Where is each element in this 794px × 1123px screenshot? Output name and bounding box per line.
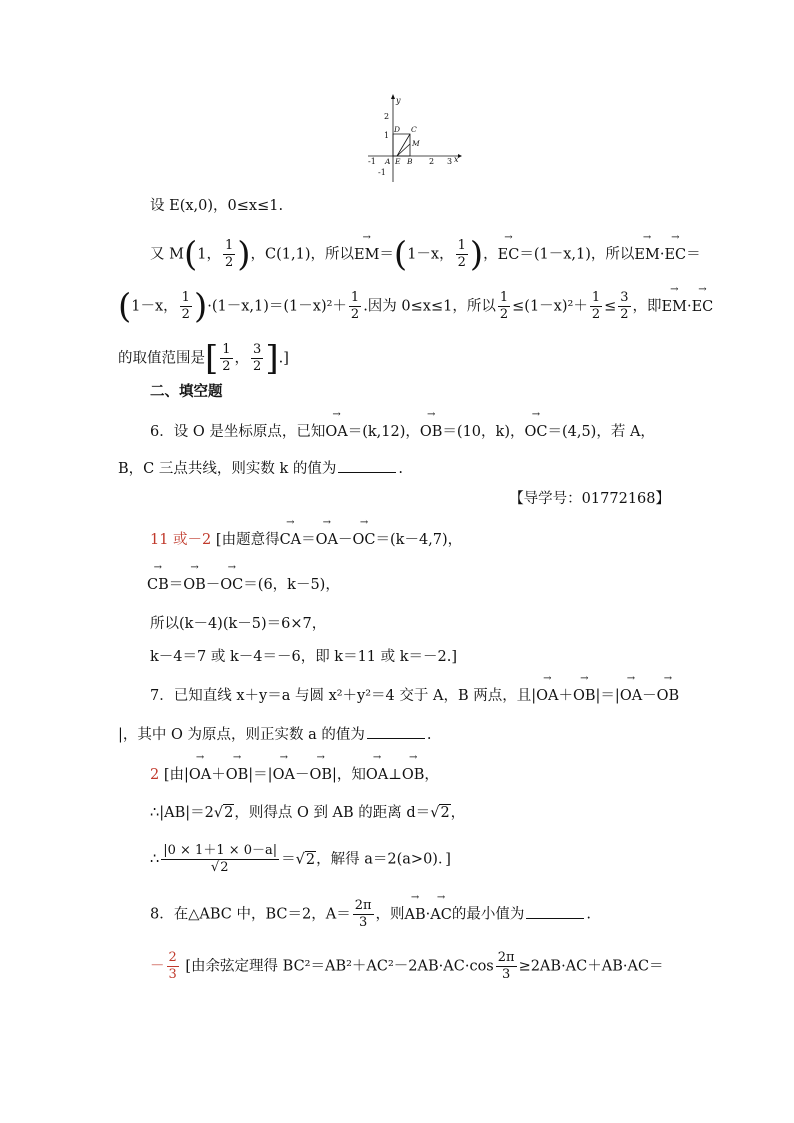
den: 2: [253, 359, 262, 374]
t: ＝(k,12)，: [347, 424, 420, 440]
a7-line1: [150, 765, 439, 785]
num: 1: [457, 238, 466, 253]
vector-oa: → OA: [536, 686, 558, 706]
num: 1: [222, 342, 231, 357]
t: .因为 0≤x≤1，所以: [363, 298, 496, 315]
point-label-e: E: [395, 157, 401, 166]
sol5-line4: [118, 338, 289, 379]
paren-right: ): [193, 286, 208, 327]
fraction-half: [180, 290, 192, 323]
t: ＝(10，k)，: [442, 424, 525, 440]
den: 3: [502, 967, 511, 982]
t: ，即: [632, 298, 662, 315]
t: ⊥: [388, 767, 402, 783]
t: |＝|: [248, 767, 273, 783]
a7-line3: [150, 843, 451, 876]
answer-value: 2: [150, 767, 160, 783]
num: 1: [499, 290, 509, 305]
sqrt-radicand: 2: [224, 805, 234, 821]
den: 2: [181, 307, 190, 322]
vector-ob: → OB: [573, 686, 596, 706]
t: ≥2AB·AC＋AB·AC＝: [518, 958, 664, 975]
fraction-half: [498, 290, 510, 323]
t: 6．设 O 是坐标原点，已知: [150, 424, 326, 440]
answer-blank: [338, 472, 396, 473]
sol5-line2: [150, 234, 701, 275]
vector-oc: → OC: [220, 575, 243, 595]
fraction-three-half: [618, 290, 630, 323]
num: 1: [224, 238, 234, 253]
x-axis-arrow-icon: [458, 154, 462, 158]
sqrt-radicand: 2: [440, 805, 450, 821]
t: |＝|: [595, 688, 620, 704]
t: ＝(1－x,1)，所以: [519, 246, 635, 263]
t: ，: [234, 350, 250, 367]
vector-ob: → OB: [183, 575, 206, 595]
sol5-line1: [150, 196, 283, 216]
t: 1－x，: [131, 298, 178, 315]
t: .: [426, 727, 432, 743]
t: 又 M: [150, 246, 184, 263]
den: 3: [358, 915, 368, 930]
num: 3: [253, 342, 262, 357]
vector-oa: → OA: [316, 530, 338, 550]
den: 2: [457, 255, 466, 270]
t: 1，: [197, 246, 221, 263]
num: 2π: [354, 898, 372, 913]
t: ＝: [379, 246, 394, 263]
t: 1－x，: [407, 246, 454, 263]
t: [由余弦定理得 BC²＝AB²＋AC²－2AB·AC·cos: [185, 958, 494, 975]
fraction-three-half: [251, 342, 263, 375]
fraction-2pi-3: [353, 898, 374, 931]
vector-em: → EM: [662, 297, 687, 317]
den: [161, 860, 279, 876]
vector-ob: → OB: [309, 765, 332, 785]
num: 1: [181, 290, 190, 305]
vector-ob: → OB: [226, 765, 249, 785]
vector-ob: → OB: [402, 765, 425, 785]
tick-y-2: 2: [384, 112, 390, 121]
tick-x-3: 3: [447, 157, 453, 166]
den: 2: [224, 255, 234, 270]
num: 3: [620, 290, 629, 305]
vector-oa: → OA: [366, 765, 388, 785]
sqrt-icon: √: [295, 851, 305, 868]
den: 2: [499, 307, 509, 322]
section-title: 二、填空题: [150, 383, 223, 400]
paren-right: ): [469, 234, 484, 275]
t: B，C 三点共线，则实数 k 的值为: [118, 461, 337, 477]
t: －: [205, 577, 221, 593]
t: ＝(4,5)，若 A，: [547, 424, 655, 440]
t: ∴: [150, 851, 160, 868]
t: ＝: [168, 577, 184, 593]
t: ，: [483, 246, 498, 263]
point-label-a: A: [385, 157, 391, 166]
a6-line1: [150, 530, 462, 550]
vector-ab: → AB: [405, 905, 426, 925]
fraction-half: [590, 290, 602, 323]
t: ，则: [375, 906, 405, 923]
sqrt-icon: √: [210, 860, 220, 875]
den: 2: [591, 307, 601, 322]
paren-left: (: [183, 234, 198, 275]
t: ∴|AB|＝2: [150, 805, 214, 821]
vector-cb: → CB: [147, 575, 169, 595]
t: ·: [425, 906, 431, 923]
paren-right: ): [237, 234, 251, 275]
coordinate-figure: [366, 92, 462, 182]
fraction-half: [349, 290, 361, 323]
distance-fraction: [161, 843, 279, 876]
num: 1: [350, 290, 360, 305]
vector-oa: → OA: [325, 422, 347, 442]
fraction-half: [456, 238, 468, 271]
q8-line1: [150, 898, 591, 931]
t: 的取值范围是: [118, 350, 205, 367]
vector-ac: → AC: [430, 905, 452, 925]
bracket-right: ]: [265, 338, 279, 379]
answer-sign: －: [150, 958, 165, 975]
t: ，C(1,1)，所以: [250, 246, 354, 263]
vector-oc: → OC: [353, 530, 376, 550]
fraction-half: [223, 238, 235, 271]
t: ，: [424, 767, 439, 783]
point-label-c: C: [411, 125, 417, 134]
answer-blank: [367, 738, 425, 739]
point-label-m: M: [412, 139, 420, 148]
vector-oa: → OA: [273, 765, 295, 785]
t: 的最小值为: [451, 906, 525, 923]
vector-oc: → OC: [524, 422, 547, 442]
point-label-d: D: [394, 125, 401, 134]
t: [由|: [163, 767, 189, 783]
t: .: [586, 906, 591, 923]
answer-blank: [526, 918, 584, 919]
t: ＋: [558, 688, 573, 704]
vector-em: → EM: [634, 245, 659, 265]
y-axis-arrow-icon: [391, 94, 395, 99]
num: |0 × 1＋1 × 0－a|: [163, 843, 278, 858]
t: ＝: [281, 851, 296, 868]
t: ≤: [604, 298, 617, 315]
t: ，: [450, 805, 466, 821]
num: 2: [168, 950, 177, 965]
t: ＝: [301, 532, 316, 548]
bracket-left: [: [205, 338, 219, 379]
vector-ec: → EC: [692, 297, 714, 317]
vector-ca: → CA: [280, 530, 302, 550]
t: ·(1－x,1)＝(1－x)²＋: [207, 298, 347, 315]
segment-ec: [397, 134, 410, 156]
den: 2: [350, 307, 360, 322]
t: －: [294, 767, 310, 783]
tick-x-neg1: -1: [368, 157, 376, 166]
square-outline: [393, 134, 410, 156]
t: |，知: [331, 767, 366, 783]
num: 2π: [497, 950, 515, 965]
sol5-line3: [118, 286, 714, 327]
t: ＝: [686, 246, 701, 263]
vector-ob: → OB: [420, 422, 443, 442]
a7-line2: [150, 803, 465, 823]
vector-ec: → EC: [498, 245, 520, 265]
paren-left: (: [118, 286, 132, 327]
t: .: [398, 461, 403, 477]
tick-y-1: 1: [384, 131, 390, 140]
t: ≤(1－x)²＋: [512, 298, 588, 315]
t: 8．在△ABC 中，BC＝2，A＝: [150, 906, 351, 923]
t: ＝(6，k－5)，: [243, 577, 340, 593]
num: 1: [591, 290, 601, 305]
sqrt-radicand: 2: [220, 860, 229, 875]
t: |，其中 O 为原点，则正实数 a 的值为: [118, 727, 365, 743]
sqrt-radicand: 2: [305, 851, 316, 868]
t: 7．已知直线 x＋y＝a 与圆 x²＋y²＝4 交于 A，B 两点，且|: [150, 688, 537, 704]
vector-oa: → OA: [620, 686, 642, 706]
a6-line3: 所以(k－4)(k－5)＝6×7，: [150, 616, 327, 632]
segment-em: [397, 144, 410, 156]
a8-line1: [150, 950, 664, 983]
t: .]: [278, 350, 289, 367]
q7-line2: [118, 725, 431, 745]
vector-oa: → OA: [189, 765, 211, 785]
den: 3: [168, 967, 177, 982]
t: ，解得 a＝2(a>0)．]: [316, 851, 451, 868]
q6-line1: [150, 422, 655, 442]
axis-label-x: x: [454, 155, 459, 164]
sqrt-icon: √: [213, 805, 224, 821]
paren-left: (: [393, 234, 408, 275]
fraction-half: [220, 342, 232, 375]
q6-line2: [118, 459, 403, 479]
a6-line4: k－4＝7 或 k－4＝－6，即 k＝11 或 k＝－2.]: [150, 649, 458, 665]
q7-line1: [150, 686, 679, 706]
sol5-text-1: 设 E(x,0)，0≤x≤1.: [150, 198, 284, 214]
vector-em: → EM: [354, 245, 379, 265]
axis-label-y: y: [396, 96, 401, 105]
point-label-b: B: [407, 157, 413, 166]
guide-number: 【导学号：01772168】: [509, 491, 670, 507]
t: ·: [659, 246, 665, 263]
t: [由题意得: [215, 532, 280, 548]
sqrt-icon: √: [430, 805, 440, 821]
vector-ec: → EC: [664, 245, 686, 265]
t: ，则得点 O 到 AB 的距离 d＝: [234, 805, 431, 821]
tick-y-neg1: -1: [378, 168, 386, 177]
t: ·: [686, 298, 692, 315]
a6-line2: [147, 575, 340, 595]
vector-ob: → OB: [657, 686, 680, 706]
answer-fraction: [167, 950, 179, 983]
t: －: [642, 688, 657, 704]
t: ＋: [211, 767, 226, 783]
tick-x-2: 2: [429, 157, 435, 166]
fraction-2pi-3: [496, 950, 517, 983]
t: －: [338, 532, 353, 548]
answer-value: 11 或－2: [150, 532, 212, 548]
t: ＝(k－4,7)，: [375, 532, 463, 548]
den: 2: [222, 359, 231, 374]
den: 2: [620, 307, 629, 322]
